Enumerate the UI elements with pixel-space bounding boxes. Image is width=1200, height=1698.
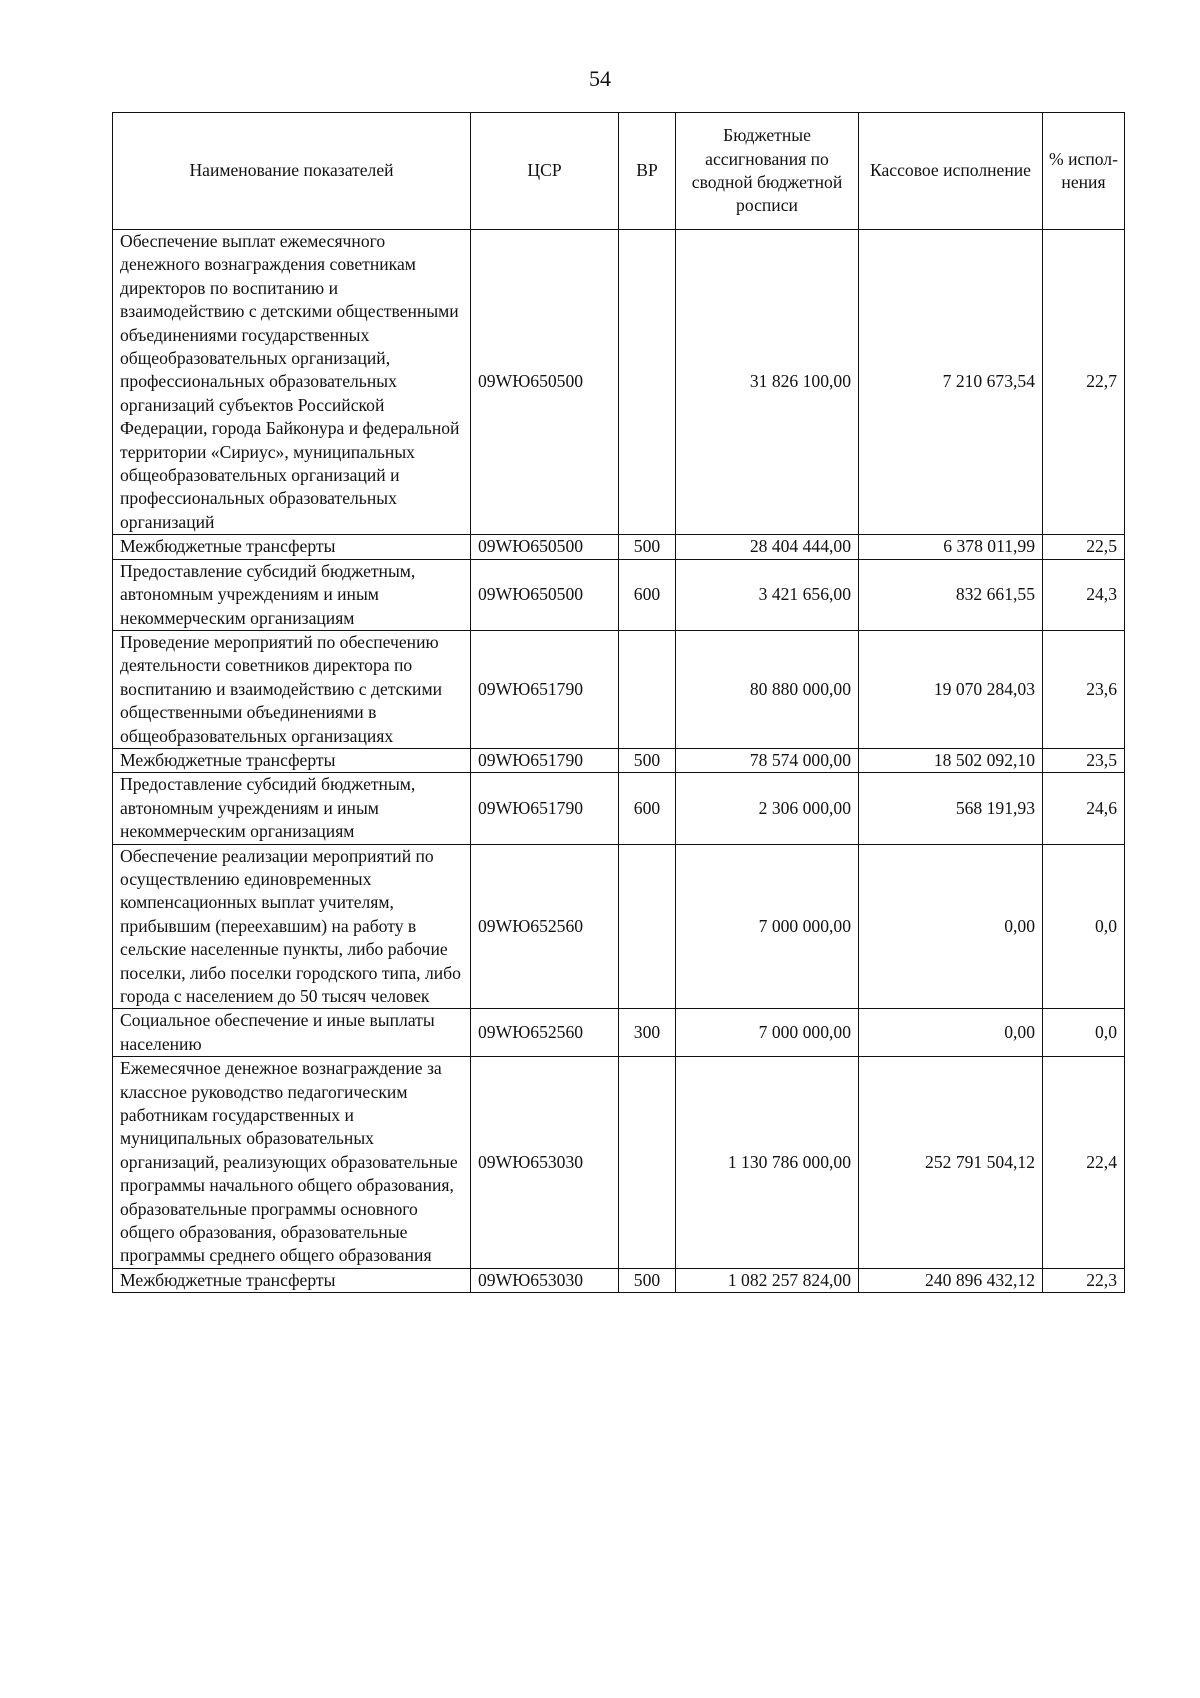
cell-budget: 7 000 000,00 [676,1009,859,1057]
cell-name: Межбюджетные трансферты [113,535,471,559]
cell-budget: 2 306 000,00 [676,773,859,844]
cell-cash: 252 791 504,12 [859,1057,1043,1269]
cell-cash: 7 210 673,54 [859,230,1043,535]
table-row [113,1057,1125,1269]
cell-cash: 568 191,93 [859,773,1043,844]
cell-csr: 09WЮ650500 [471,559,619,630]
cell-name: Обеспечение выплат ежемесячного денежного вознаграждения советникам директоров по воспитанию и взаимодействию с детскими общественными объединениями государственных общеобразовательных организаций, профессиональных образовательных организаций субъектов Российской Федерации, города Байконура и федеральной территории «Сириус», муниципальных общеобразовательных организаций и профессиональных образовательных организаций [113,230,471,535]
cell-vr: 300 [619,1009,676,1057]
cell-cash: 0,00 [859,844,1043,1009]
cell-cash: 832 661,55 [859,559,1043,630]
cell-cash: 240 896 432,12 [859,1268,1043,1292]
header-pct: % испол-нения [1043,113,1125,230]
cell-csr: 09WЮ653030 [471,1057,619,1269]
cell-csr: 09WЮ652560 [471,844,619,1009]
cell-vr [619,630,676,748]
header-name: Наименование показателей [113,113,471,230]
table-row [113,748,1125,772]
cell-csr: 09WЮ650500 [471,535,619,559]
cell-pct: 23,5 [1043,748,1125,772]
cell-vr: 500 [619,748,676,772]
cell-name: Проведение мероприятий по обеспечению деятельности советников директора по воспитанию и взаимодействию с детскими общественными объединениями в общеобразовательных организациях [113,630,471,748]
cell-csr: 09WЮ651790 [471,773,619,844]
cell-budget: 31 826 100,00 [676,230,859,535]
cell-vr [619,844,676,1009]
cell-pct: 24,6 [1043,773,1125,844]
cell-name: Обеспечение реализации мероприятий по осуществлению единовременных компенсационных выплат учителям, прибывшим (переехавшим) на работу в сельские населенные пункты, либо рабочие поселки, либо поселки городского типа, либо города с населением до 50 тысяч человек [113,844,471,1009]
cell-cash: 18 502 092,10 [859,748,1043,772]
cell-vr: 500 [619,1268,676,1292]
cell-csr: 09WЮ651790 [471,748,619,772]
cell-budget: 3 421 656,00 [676,559,859,630]
cell-budget: 1 082 257 824,00 [676,1268,859,1292]
cell-pct: 23,6 [1043,630,1125,748]
cell-budget: 7 000 000,00 [676,844,859,1009]
cell-pct: 22,7 [1043,230,1125,535]
cell-vr: 600 [619,559,676,630]
cell-name: Ежемесячное денежное вознаграждение за классное руководство педагогическим работникам государственных и муниципальных образовательных организаций, реализующих образовательные программы начального общего образования, образовательные программы основного общего образования, образовательные программы среднего общего образования [113,1057,471,1269]
header-vr: ВР [619,113,676,230]
cell-csr: 09WЮ653030 [471,1268,619,1292]
table-row [113,773,1125,844]
table-header-row [113,113,1125,230]
cell-budget: 1 130 786 000,00 [676,1057,859,1269]
table-row [113,559,1125,630]
table-row [113,535,1125,559]
cell-budget: 28 404 444,00 [676,535,859,559]
cell-pct: 0,0 [1043,1009,1125,1057]
table-row [113,630,1125,748]
cell-csr: 09WЮ651790 [471,630,619,748]
cell-budget: 78 574 000,00 [676,748,859,772]
cell-budget: 80 880 000,00 [676,630,859,748]
cell-pct: 22,3 [1043,1268,1125,1292]
cell-cash: 19 070 284,03 [859,630,1043,748]
cell-vr: 500 [619,535,676,559]
budget-execution-table [112,112,1125,1293]
table-row [113,1268,1125,1292]
cell-cash: 6 378 011,99 [859,535,1043,559]
cell-pct: 0,0 [1043,844,1125,1009]
header-csr: ЦСР [471,113,619,230]
cell-csr: 09WЮ652560 [471,1009,619,1057]
cell-name: Предоставление субсидий бюджетным, автономным учреждениям и иным некоммерческим организациям [113,773,471,844]
cell-vr [619,230,676,535]
table-row [113,1009,1125,1057]
cell-name: Межбюджетные трансферты [113,748,471,772]
cell-pct: 22,5 [1043,535,1125,559]
cell-vr [619,1057,676,1269]
table-row [113,230,1125,535]
cell-pct: 24,3 [1043,559,1125,630]
header-budget: Бюджетные ассигнования по сводной бюджетной росписи [676,113,859,230]
cell-name: Социальное обеспечение и иные выплаты населению [113,1009,471,1057]
page-number: 54 [589,66,611,91]
table-row [113,844,1125,1009]
cell-pct: 22,4 [1043,1057,1125,1269]
cell-vr: 600 [619,773,676,844]
cell-cash: 0,00 [859,1009,1043,1057]
header-cash: Кассовое исполнение [859,113,1043,230]
cell-name: Предоставление субсидий бюджетным, автономным учреждениям и иным некоммерческим организациям [113,559,471,630]
cell-csr: 09WЮ650500 [471,230,619,535]
cell-name: Межбюджетные трансферты [113,1268,471,1292]
